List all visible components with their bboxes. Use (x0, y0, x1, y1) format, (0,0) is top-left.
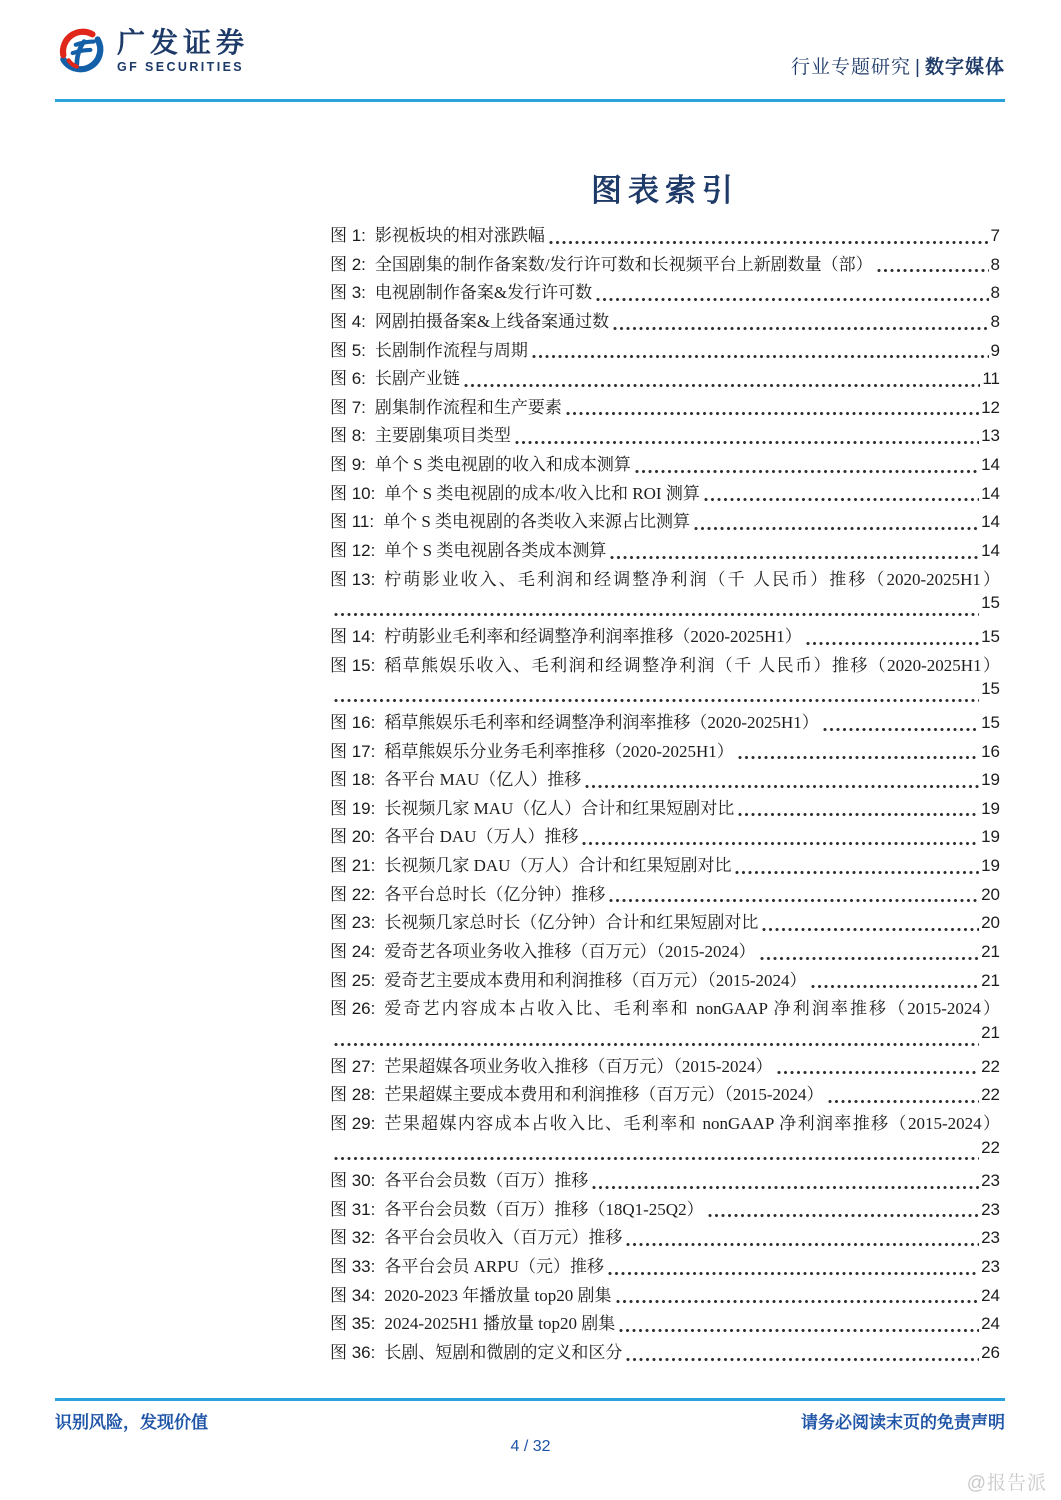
figure-title: 2020-2023 年播放量 top20 剧集 (384, 1285, 612, 1305)
figure-label: 图 18: (330, 770, 376, 790)
page-number: 15 (981, 679, 1000, 699)
figure-label: 图 7: (330, 397, 366, 417)
header-separator: | (915, 57, 921, 78)
page-number: 19 (981, 798, 1000, 818)
toc-entry[interactable] (330, 851, 1000, 880)
figure-label: 图 20: (330, 827, 376, 847)
figure-index-list (330, 221, 1000, 1367)
figure-title: 稻草熊娱乐收入、毛利润和经调整净利润（千 人民币）推移（2020-2025H1） (384, 655, 1000, 675)
dot-leader (811, 983, 980, 990)
page-number: 14 (981, 455, 1000, 475)
page-number: 19 (981, 770, 1000, 790)
dot-leader (610, 554, 979, 561)
figure-label: 图 17: (330, 741, 376, 761)
dot-leader (613, 325, 988, 332)
page-number: 24 (981, 1314, 1000, 1334)
page-number: 13 (981, 426, 1000, 446)
page-number: 22 (981, 1085, 1000, 1105)
toc-entry-continuation[interactable] (330, 679, 1000, 708)
figure-label: 图 27: (330, 1056, 376, 1076)
figure-title: 各平台 DAU（万人）推移 (384, 827, 579, 847)
toc-entry[interactable] (330, 822, 1000, 851)
toc-entry[interactable] (330, 1223, 1000, 1252)
page-number: 7 (990, 226, 1000, 245)
figure-label: 图 10: (330, 483, 376, 503)
figure-title: 芒果超媒主要成本费用和利润推移（百万元）（2015-2024） (384, 1085, 824, 1105)
figure-label: 图 1: (330, 226, 366, 245)
dot-leader (582, 840, 979, 847)
page-number: 16 (981, 741, 1000, 761)
figure-title: 剧集制作流程和生产要素 (374, 397, 562, 417)
page-number: 8 (990, 283, 1000, 303)
figure-label: 图 8: (330, 426, 366, 446)
dot-leader (806, 640, 979, 647)
figure-title: 电视剧制作备案&发行许可数 (374, 283, 593, 303)
dot-leader (738, 811, 979, 818)
toc-entry[interactable] (330, 1080, 1000, 1109)
toc-entry-continuation[interactable] (330, 593, 1000, 622)
figure-label: 图 16: (330, 712, 376, 732)
page-number: 22 (981, 1056, 1000, 1076)
dot-leader (609, 897, 979, 904)
page-number: 23 (981, 1257, 1000, 1277)
toc-entry[interactable] (330, 966, 1000, 995)
page-number: 23 (981, 1171, 1000, 1191)
page-number: 15 (981, 712, 1000, 732)
footer-divider (55, 1398, 1005, 1401)
page-number: 15 (981, 626, 1000, 646)
figure-title: 芒果超媒内容成本占收入比、毛利率和 nonGAAP 净利润率推移（2015-2024） (384, 1113, 1000, 1133)
dot-leader (585, 783, 979, 790)
figure-title: 长剧制作流程与周期 (374, 340, 528, 360)
figure-label: 图 5: (330, 340, 366, 360)
toc-entry[interactable] (330, 1309, 1000, 1338)
figure-label: 图 35: (330, 1314, 376, 1334)
figure-label: 图 3: (330, 283, 366, 303)
page-number: 24 (981, 1285, 1000, 1305)
toc-entry[interactable] (330, 794, 1000, 823)
report-topic: 数字媒体 (924, 57, 1005, 78)
dot-leader (616, 1298, 980, 1305)
dot-leader (566, 410, 979, 417)
figure-label: 图 9: (330, 455, 366, 475)
dot-leader (626, 1241, 979, 1248)
toc-entry[interactable] (330, 1052, 1000, 1081)
figure-title: 影视板块的相对涨跌幅 (374, 226, 545, 245)
figure-label: 图 36: (330, 1342, 376, 1362)
figure-label: 图 22: (330, 884, 376, 904)
figure-title: 长剧、短剧和微剧的定义和区分 (384, 1342, 623, 1362)
toc-entry[interactable] (330, 1166, 1000, 1195)
dot-leader (464, 382, 980, 389)
toc-entry[interactable] (330, 908, 1000, 937)
page-indicator: 4 / 32 (510, 1438, 551, 1455)
toc-entry[interactable] (330, 1281, 1000, 1310)
page-number: 20 (981, 884, 1000, 904)
page-number: 19 (981, 827, 1000, 847)
dot-leader (777, 1069, 980, 1076)
logo-en-text: GF SECURITIES (117, 60, 245, 74)
dot-leader (596, 296, 988, 303)
toc-entry[interactable] (330, 450, 1000, 479)
figure-label: 图 15: (330, 655, 376, 675)
dot-leader (608, 1270, 979, 1277)
toc-entry[interactable] (330, 1338, 1000, 1367)
watermark: @报告派 (966, 1473, 1047, 1494)
figure-label: 图 11: (330, 512, 375, 532)
figure-label: 图 23: (330, 913, 376, 933)
toc-entry[interactable] (330, 278, 1000, 307)
dot-leader (828, 1098, 980, 1105)
dot-leader (635, 468, 979, 475)
figure-label: 图 28: (330, 1085, 376, 1105)
footer-disclaimer-notice: 请务必阅读末页的免责声明 (801, 1413, 1005, 1432)
gf-logo-icon (55, 26, 107, 78)
page-number: 23 (981, 1228, 1000, 1248)
dot-leader (334, 1041, 979, 1048)
dot-leader (704, 496, 979, 503)
figure-title: 柠萌影业收入、毛利润和经调整净利润（千 人民币）推移（2020-2025H1） (384, 569, 1000, 589)
toc-entry[interactable] (330, 622, 1000, 651)
figure-label: 图 6: (330, 369, 366, 389)
figure-title: 柠萌影业毛利率和经调整净利润率推移（2020-2025H1） (384, 626, 802, 646)
figure-title: 单个 S 类电视剧各类成本测算 (384, 541, 607, 561)
dot-leader (738, 754, 979, 761)
toc-entry[interactable] (330, 765, 1000, 794)
figure-title: 爱奇艺内容成本占收入比、毛利率和 nonGAAP 净利润率推移（2015-2024） (384, 999, 1000, 1019)
dot-leader (532, 353, 989, 360)
toc-entry[interactable] (330, 994, 1000, 1023)
page-number: 23 (981, 1199, 1000, 1219)
logo-cn-text: 广发证券 (117, 28, 250, 59)
figure-label: 图 29: (330, 1113, 376, 1133)
figure-title: 各平台总时长（亿分钟）推移 (384, 884, 606, 904)
toc-entry[interactable] (330, 937, 1000, 966)
figure-label: 图 30: (330, 1171, 376, 1191)
report-category-header (791, 52, 1005, 79)
figure-label: 图 14: (330, 626, 376, 646)
page-number: 22 (981, 1137, 1000, 1157)
toc-entry[interactable] (330, 565, 1000, 594)
figure-title: 长剧产业链 (374, 369, 460, 389)
dot-leader (708, 1212, 980, 1219)
dot-leader (762, 926, 979, 933)
gf-securities-logo (55, 26, 249, 78)
toc-entry[interactable] (330, 651, 1000, 680)
header-divider (55, 99, 1005, 102)
report-category: 行业专题研究 (791, 57, 912, 78)
dot-leader (694, 525, 979, 532)
dot-leader (515, 439, 979, 446)
dot-leader (760, 955, 980, 962)
toc-entry[interactable] (330, 737, 1000, 766)
page-number: 21 (981, 970, 1000, 990)
dot-leader (735, 869, 979, 876)
toc-entry[interactable] (330, 307, 1000, 336)
figure-title: 各平台会员数（百万）推移（18Q1-25Q2） (384, 1199, 704, 1219)
dot-leader (619, 1327, 979, 1334)
figure-title: 爱奇艺各项业务收入推移（百万元）（2015-2024） (384, 942, 756, 962)
dot-leader (334, 611, 979, 618)
figure-title: 网剧拍摄备案&上线备案通过数 (374, 311, 610, 331)
dot-leader (549, 239, 989, 246)
figure-label: 图 26: (330, 999, 376, 1019)
toc-entry[interactable] (330, 364, 1000, 393)
figure-label: 图 21: (330, 856, 376, 876)
page-number: 20 (981, 913, 1000, 933)
figure-title: 单个 S 类电视剧的成本/收入比和 ROI 测算 (384, 483, 700, 503)
toc-entry[interactable] (330, 421, 1000, 450)
page-number: 8 (990, 311, 1000, 331)
figure-title: 单个 S 类电视剧的收入和成本测算 (374, 455, 631, 475)
dot-leader (334, 1155, 979, 1162)
page-number: 9 (990, 340, 1000, 360)
toc-entry[interactable] (330, 221, 1000, 250)
toc-entry[interactable] (330, 479, 1000, 508)
figure-title: 爱奇艺主要成本费用和利润推移（百万元）（2015-2024） (384, 970, 807, 990)
figure-label: 图 13: (330, 569, 376, 589)
figure-title: 各平台会员 ARPU（元）推移 (384, 1257, 604, 1277)
figure-label: 图 34: (330, 1285, 376, 1305)
page-number: 21 (981, 1022, 1000, 1042)
toc-entry[interactable] (330, 250, 1000, 279)
figure-label: 图 25: (330, 970, 376, 990)
figure-label: 图 31: (330, 1199, 376, 1219)
toc-entry[interactable] (330, 507, 1000, 536)
toc-entry[interactable] (330, 708, 1000, 737)
toc-entry[interactable] (330, 336, 1000, 365)
figure-title: 各平台会员数（百万）推移 (384, 1171, 589, 1191)
toc-entry-continuation[interactable] (330, 1023, 1000, 1052)
page-number: 26 (981, 1342, 1000, 1362)
dot-leader (823, 726, 979, 733)
figure-title: 长视频几家 DAU（万人）合计和红果短剧对比 (384, 856, 732, 876)
page-number: 21 (981, 942, 1000, 962)
figure-label: 图 4: (330, 311, 366, 331)
page-number: 11 (982, 369, 1000, 389)
page-number: 19 (981, 856, 1000, 876)
page-number: 8 (990, 254, 1000, 274)
page-number: 15 (981, 593, 1000, 613)
figure-title: 2024-2025H1 播放量 top20 剧集 (384, 1314, 616, 1334)
toc-entry[interactable] (330, 393, 1000, 422)
toc-entry-continuation[interactable] (330, 1138, 1000, 1167)
figure-label: 图 12: (330, 541, 376, 561)
dot-leader (877, 267, 989, 274)
dot-leader (592, 1184, 979, 1191)
page-number: 14 (981, 541, 1000, 561)
figure-title: 各平台 MAU（亿人）推移 (384, 770, 582, 790)
figure-title: 主要剧集项目类型 (374, 426, 511, 446)
figure-label: 图 33: (330, 1257, 376, 1277)
figure-title: 芒果超媒各项业务收入推移（百万元）（2015-2024） (384, 1056, 773, 1076)
page-number: 14 (981, 483, 1000, 503)
figure-label: 图 24: (330, 942, 376, 962)
figure-title: 单个 S 类电视剧的各类收入来源占比测算 (383, 512, 691, 532)
dot-leader (626, 1356, 979, 1363)
figure-title: 全国剧集的制作备案数/发行许可数和长视频平台上新剧数量（部） (374, 254, 873, 274)
toc-entry[interactable] (330, 1109, 1000, 1138)
toc-entry[interactable] (330, 1252, 1000, 1281)
toc-entry[interactable] (330, 880, 1000, 909)
dot-leader (334, 697, 979, 704)
figure-title: 长视频几家总时长（亿分钟）合计和红果短剧对比 (384, 913, 759, 933)
figure-title: 稻草熊娱乐毛利率和经调整净利润率推移（2020-2025H1） (384, 712, 819, 732)
footer-slogan: 识别风险，发现价值 (55, 1413, 208, 1432)
figure-label: 图 2: (330, 254, 366, 274)
page-number: 12 (981, 397, 1000, 417)
toc-entry[interactable] (330, 536, 1000, 565)
figure-title: 各平台会员收入（百万元）推移 (384, 1228, 623, 1248)
figure-title: 长视频几家 MAU（亿人）合计和红果短剧对比 (384, 798, 735, 818)
figure-label: 图 19: (330, 798, 376, 818)
figure-title: 稻草熊娱乐分业务毛利率推移（2020-2025H1） (384, 741, 734, 761)
page-number: 14 (981, 512, 1000, 532)
page-title: 图表索引 (591, 173, 739, 208)
toc-entry[interactable] (330, 1195, 1000, 1224)
figure-label: 图 32: (330, 1228, 376, 1248)
